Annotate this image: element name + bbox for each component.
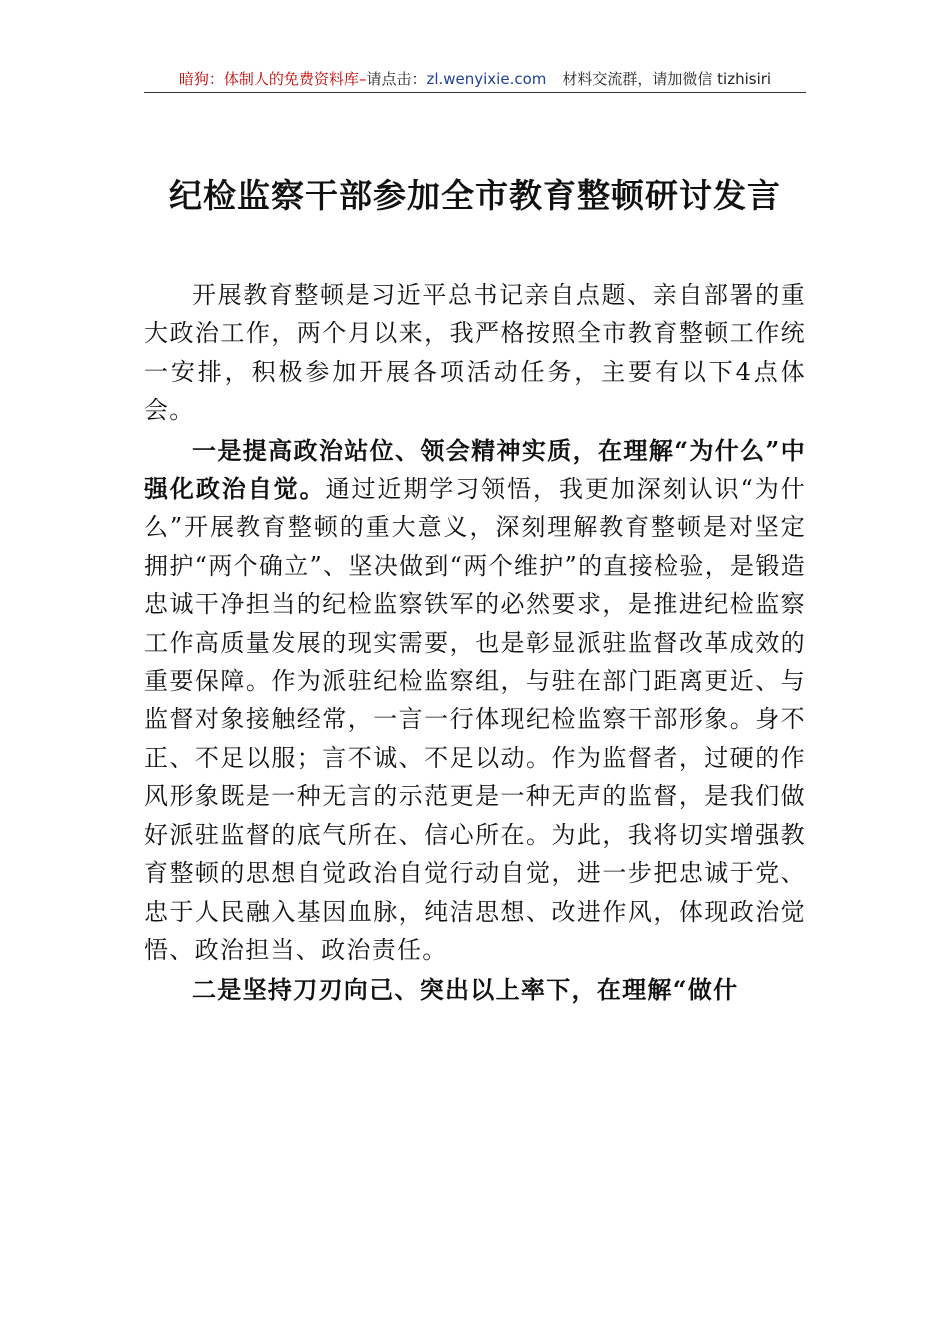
header-url-link[interactable]: zl.wenyixie.com <box>426 70 547 88</box>
document-body <box>144 276 806 1010</box>
header-group-text: 材料交流群，请加微信 tizhisiri <box>562 70 772 88</box>
paragraph-intro: 开展教育整顿是习近平总书记亲自点题、亲自部署的重大政治工作，两个月以来，我严格按照全市教育整顿工作统一安排，积极参加开展各项活动任务，主要有以下4点体会。 <box>144 281 806 425</box>
point-1-heading: 一是提高政治站位、领会精神实质，在理解“为什么”中强化政治自觉。 <box>144 435 806 504</box>
point-1-body: 通过近期学习领悟，我更加深刻认识“为什么”开展教育整顿的重大意义，深刻理解教育整顿是对坚定拥护“两个确立”、坚决做到“两个维护”的直接检验，是锻造忠诚干净担当的纪检监察铁军的必然要求，是推进纪检监察工作高质量发展的现实需要，也是彰显派驻监督改革成效的重要保障。作为派驻纪检监察组，与驻在部门距离更近、与监督对象接触经常，一言一行体现纪检监察干部形象。身不正、不足以服；言不诚、不足以动。作为监督者，过硬的作风形象既是一种无言的示范更是一种无声的监督，是我们做好派驻监督的底气所在、信心所在。为此，我将切实增强教育整顿的思想自觉政治自觉行动自觉，进一步把忠诚于党、忠于人民融入基因血脉，纯洁思想、改进作风，体现政治觉悟、政治担当、政治责任。 <box>144 475 806 964</box>
paragraph-point-1 <box>144 432 806 970</box>
document-title: 纪检监察干部参加全市教育整顿研讨发言 <box>169 176 781 215</box>
header-prompt: 请点击： <box>366 70 427 88</box>
header-separator: – <box>358 70 367 88</box>
paragraph-point-2 <box>144 971 806 1009</box>
page-header <box>144 68 806 93</box>
point-2-heading: 二是坚持刀刃向己、突出以上率下，在理解“做什 <box>192 975 739 1005</box>
header-brand: 暗狗：体制人的免费资料库 <box>178 70 359 88</box>
